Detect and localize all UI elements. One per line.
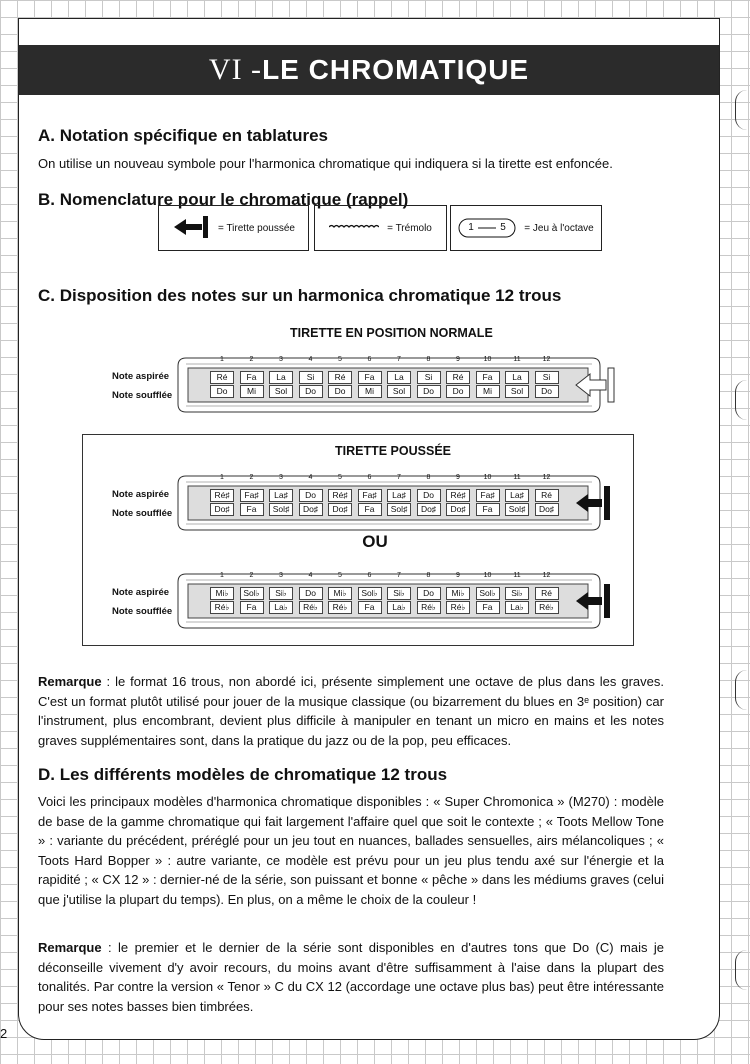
note-cell-soufflee: Mi [358, 385, 382, 398]
note-cell-aspiree: Fa♯ [476, 489, 500, 502]
binder-ring [735, 950, 750, 990]
harmonica-normal [172, 356, 622, 414]
note-cell-aspiree: La [505, 371, 529, 384]
note-cell-soufflee: Do♯ [535, 503, 559, 516]
hole-number: 7 [397, 572, 401, 579]
note-cell-aspiree: Ré [210, 371, 234, 384]
note-cell-soufflee: Mi [476, 385, 500, 398]
tirette-arrow-icon [172, 213, 210, 244]
note-cell-soufflee: La♭ [505, 601, 529, 614]
tremolo-wave-icon [329, 223, 379, 234]
note-cell-aspiree: Ré♯ [446, 489, 470, 502]
legend-tirette [158, 205, 309, 251]
hole-number: 10 [483, 474, 492, 481]
hole-number: 5 [338, 356, 342, 363]
section-b-heading: B. Nomenclature pour le chromatique (rappel) [38, 190, 409, 209]
section-a-text: On utilise un nouveau symbole pour l'harmonica chromatique qui indiquera si la tirette est enfoncée. [38, 156, 613, 171]
section-a-heading: A. Notation spécifique en tablatures [38, 126, 328, 145]
note-cell-aspiree: Fa [240, 371, 264, 384]
hole-number: 6 [367, 474, 372, 481]
section-c-heading: C. Disposition des notes sur un harmonica chromatique 12 trous [38, 286, 562, 305]
harmonica-flat [172, 572, 622, 630]
hole-number: 11 [513, 572, 521, 579]
hole-number: 11 [513, 356, 521, 363]
hole-number: 9 [456, 572, 460, 579]
chapter-number: VI - [208, 53, 263, 86]
hole-number: 1 [220, 474, 224, 481]
legend-octave [450, 205, 602, 251]
note-cell-aspiree: Do [299, 489, 323, 502]
hole-number: 1 [220, 572, 224, 579]
note-cell-aspiree: Ré [535, 587, 559, 600]
hole-number: 12 [542, 572, 551, 579]
hole-number: 7 [397, 474, 401, 481]
hole-number: 9 [456, 474, 460, 481]
hole-number: 6 [367, 572, 372, 579]
row-label-aspiree: Note aspirée [112, 371, 170, 382]
note-cell-aspiree: Sol♭ [240, 587, 264, 600]
octave-to: 5 [500, 222, 506, 233]
note-cell-aspiree: Sol♭ [476, 587, 500, 600]
note-cell-aspiree: La♯ [387, 489, 411, 502]
hole-number: 5 [338, 474, 342, 481]
hole-number: 4 [308, 356, 313, 363]
note-cell-aspiree: Ré [328, 371, 352, 384]
note-cell-soufflee: Do♯ [299, 503, 323, 516]
note-cell-aspiree: Do [417, 489, 441, 502]
note-cell-aspiree: Ré♯ [210, 489, 234, 502]
note-cell-soufflee: Ré♭ [210, 601, 234, 614]
note-cell-aspiree: La [387, 371, 411, 384]
hole-number: 5 [338, 572, 342, 579]
note-cell-soufflee: Ré♭ [328, 601, 352, 614]
hole-number: 8 [426, 356, 431, 363]
normal-title: TIRETTE EN POSITION NORMALE [290, 326, 493, 340]
note-cell-aspiree: Fa [476, 371, 500, 384]
row-label-soufflee: Note soufflée [112, 508, 173, 519]
note-cell-soufflee: Do♯ [328, 503, 352, 516]
note-cell-aspiree: Si [417, 371, 441, 384]
hole-number: 11 [513, 474, 521, 481]
hole-number: 3 [279, 572, 283, 579]
hole-number: 2 [249, 474, 254, 481]
note-cell-soufflee: Sol [387, 385, 411, 398]
note-cell-aspiree: La♯ [505, 489, 529, 502]
note-cell-aspiree: Mi♭ [446, 587, 470, 600]
chapter-title: LE CHROMATIQUE [262, 54, 530, 85]
binder-ring [735, 90, 750, 130]
note-cell-soufflee: Do [299, 385, 323, 398]
hole-number: 4 [308, 474, 313, 481]
note-cell-soufflee: La♭ [387, 601, 411, 614]
legend-tirette-label: = Tirette poussée [218, 222, 295, 234]
section-d-text: Voici les principaux modèles d'harmonica chromatique disponibles : « Super Chromonica » (M270) : modèle de base de la gamme chromatique qui fait largement l'affaire quel que soit le contexte ; « Toots Mellow Tone » : variante du précédent, préréglé pour un jeu tout en nuances, ballades sensuelles, airs mélancoliques ; « Toots Hard Bopper » : autre variante, ce modèle est prévu pour un jeu plus tendu axé sur l'énergie et la rapidité ; « CX 12 » : dernier-né de la série, son puissant et bonne « pêche » dans les médiums graves (celui que j'utilise la plupart du temps). En plus, on a même le choix de la couleur ! [38, 794, 664, 907]
note-cell-aspiree: Fa♯ [240, 489, 264, 502]
binder-ring [735, 670, 750, 710]
remark-2 [38, 938, 664, 1016]
remark-1-label: Remarque [38, 674, 102, 689]
note-cell-soufflee: Fa [476, 503, 500, 516]
note-cell-aspiree: Do [417, 587, 441, 600]
remark-1 [38, 672, 664, 750]
note-cell-soufflee: Ré♭ [299, 601, 323, 614]
hole-number: 10 [483, 356, 492, 363]
hole-number: 2 [249, 572, 254, 579]
note-cell-soufflee: Ré♭ [535, 601, 559, 614]
binder-ring [735, 380, 750, 420]
page-number: 2 [0, 1026, 8, 1041]
note-cell-aspiree: Sol♭ [358, 587, 382, 600]
row-label-soufflee: Note soufflée [112, 390, 173, 401]
row-label-soufflee: Note soufflée [112, 606, 173, 617]
note-cell-soufflee: Fa [358, 601, 382, 614]
legend-tremolo-label: = Trémolo [387, 222, 432, 234]
hole-number: 1 [220, 356, 224, 363]
hole-number: 3 [279, 356, 283, 363]
note-cell-soufflee: Fa [476, 601, 500, 614]
note-cell-soufflee: Sol♯ [387, 503, 411, 516]
note-cell-aspiree: Si♭ [269, 587, 293, 600]
hole-number: 2 [249, 356, 254, 363]
note-cell-soufflee: Do♯ [210, 503, 234, 516]
remark-2-text: : le premier et le dernier de la série sont disponibles en d'autres tons que Do (C) mais je déconseille vivement d'y avoir recours, du moins avant d'être suffisamment à l'aise dans la plupart des tonalités. Par contre la version « Tenor » C du CX 12 (accordage une octave plus bas) peut être intéressante pour ses notes basses bien timbrées. [38, 940, 664, 1014]
note-cell-soufflee: Do [417, 385, 441, 398]
note-cell-soufflee: Do♯ [417, 503, 441, 516]
note-cell-aspiree: Si [299, 371, 323, 384]
hole-number: 4 [308, 572, 313, 579]
row-label-aspiree: Note aspirée [112, 587, 170, 598]
note-cell-aspiree: Si♭ [387, 587, 411, 600]
note-cell-aspiree: Fa [358, 371, 382, 384]
pushed-title: TIRETTE POUSSÉE [325, 444, 461, 458]
note-cell-soufflee: Ré♭ [417, 601, 441, 614]
hole-number: 8 [426, 474, 431, 481]
legend-octave-label: = Jeu à l'octave [524, 222, 594, 234]
hole-number: 12 [542, 356, 551, 363]
note-cell-aspiree: La [269, 371, 293, 384]
hole-number: 12 [542, 474, 551, 481]
row-label-aspiree: Note aspirée [112, 489, 170, 500]
legend-tremolo [314, 205, 447, 251]
chapter-title-bar [19, 45, 719, 95]
note-cell-soufflee: Do [328, 385, 352, 398]
section-d-heading: D. Les différents modèles de chromatique 12 trous [38, 765, 448, 784]
octave-from: 1 [468, 222, 474, 233]
note-cell-soufflee: Fa [240, 503, 264, 516]
remark-1-text: : le format 16 trous, non abordé ici, présente simplement une octave de plus dans les graves. C'est un format plutôt utilisé pour jouer de la musique classique (ou bizarrement du blues en 3ᵉ position) car l'instrument, plus encombrant, devient plus difficile à manipuler en tenant un micro en mains et les notes graves supplémentaires sont, dans la pratique du jazz ou de la pop, peu efficaces. [38, 674, 664, 748]
hole-number: 8 [426, 572, 431, 579]
note-cell-aspiree: Mi♭ [328, 587, 352, 600]
note-cell-aspiree: Ré [446, 371, 470, 384]
note-cell-soufflee: Do [210, 385, 234, 398]
note-cell-soufflee: Sol♯ [269, 503, 293, 516]
note-cell-aspiree: Fa♯ [358, 489, 382, 502]
hole-number: 3 [279, 474, 283, 481]
note-cell-soufflee: Sol♯ [505, 503, 529, 516]
hole-number: 6 [367, 356, 372, 363]
harmonica-sharp [172, 474, 622, 532]
note-cell-aspiree: Si♭ [505, 587, 529, 600]
note-cell-aspiree: Ré [535, 489, 559, 502]
ou-label: OU [362, 532, 388, 551]
note-cell-aspiree: Si [535, 371, 559, 384]
note-cell-aspiree: Ré♯ [328, 489, 352, 502]
note-cell-soufflee: Do [446, 385, 470, 398]
note-cell-soufflee: Fa [358, 503, 382, 516]
note-cell-soufflee: Do♯ [446, 503, 470, 516]
remark-2-label: Remarque [38, 940, 102, 955]
note-cell-soufflee: Mi [240, 385, 264, 398]
note-cell-soufflee: Do [535, 385, 559, 398]
hole-number: 9 [456, 356, 460, 363]
octave-loop-icon [458, 218, 516, 238]
hole-number: 7 [397, 356, 401, 363]
note-cell-soufflee: Sol [269, 385, 293, 398]
note-cell-aspiree: La♯ [269, 489, 293, 502]
note-cell-soufflee: Ré♭ [446, 601, 470, 614]
note-cell-soufflee: La♭ [269, 601, 293, 614]
hole-number: 10 [483, 572, 492, 579]
note-cell-soufflee: Sol [505, 385, 529, 398]
note-cell-soufflee: Fa [240, 601, 264, 614]
note-cell-aspiree: Mi♭ [210, 587, 234, 600]
note-cell-aspiree: Do [299, 587, 323, 600]
